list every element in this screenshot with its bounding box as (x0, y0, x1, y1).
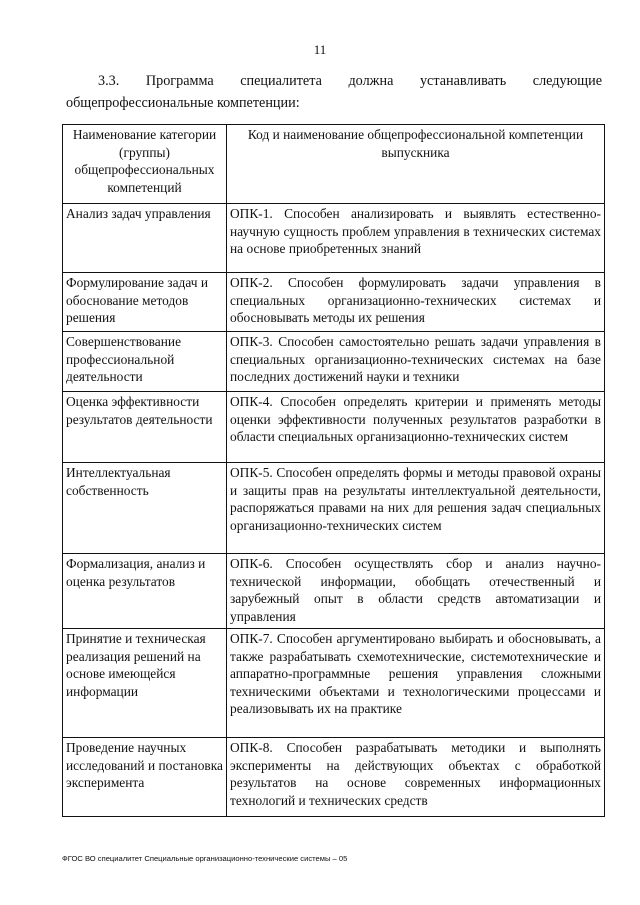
table-header-row (63, 125, 605, 204)
competence-table (62, 124, 605, 817)
competence-cell: ОПК-3. Способен самостоятельно решать задачи управления в специальных организационно-технических системах на базе последних достижений науки и техники (227, 332, 605, 392)
intro-word: должна (348, 73, 394, 89)
intro-paragraph (66, 70, 602, 114)
category-cell: Формализация, анализ и оценка результатов (63, 554, 227, 629)
table-row (63, 332, 605, 392)
competence-cell: ОПК-1. Способен анализировать и выявлять естественно-научную сущность проблем управления в технических системах на основе приобретенных знаний (227, 204, 605, 273)
category-cell: Анализ задач управления (63, 204, 227, 273)
intro-word: устанавливать (419, 73, 507, 89)
intro-word: следующие (532, 73, 602, 89)
table-row (63, 554, 605, 629)
competence-cell: ОПК-5. Способен определять формы и методы правовой охраны и защиты прав на результаты интеллектуальной деятельности, распоряжаться правами на них для решения задач специальных организационно-технических систем (227, 463, 605, 554)
competence-cell: ОПК-7. Способен аргументировано выбирать и обосновывать, а также разрабатывать схемотехнические, системотехнические и аппаратно-программные решения управления сложными техническими объектами и технологическими процессами и реализовывать их на практике (227, 629, 605, 738)
table-row (63, 204, 605, 273)
intro-word: специалитета (240, 73, 322, 89)
competence-cell: ОПК-2. Способен формулировать задачи управления в специальных организационно-технических системах и обосновывать методы их решения (227, 273, 605, 332)
competence-cell: ОПК-8. Способен разрабатывать методики и выполнять эксперименты на действующих объектах с обработкой результатов на основе современных информационных технологий и технических средств (227, 738, 605, 817)
intro-word: 3.3. (98, 73, 120, 89)
category-cell: Формулирование задач и обоснование методов решения (63, 273, 227, 332)
table-row (63, 392, 605, 463)
category-cell: Интеллектуальная собственность (63, 463, 227, 554)
competence-cell: ОПК-6. Способен осуществлять сбор и анализ научно-технической информации, обобщать отечественный и зарубежный опыт в области средств автоматизации и управления (227, 554, 605, 629)
competence-cell: ОПК-4. Способен определять критерии и применять методы оценки эффективности полученных результатов разработки в области специальных организационно-технических систем (227, 392, 605, 463)
category-cell: Проведение научных исследований и постановка эксперимента (63, 738, 227, 817)
header-competence: Код и наименование общепрофессиональной компетенции выпускника (227, 125, 605, 204)
category-cell: Совершенствование профессиональной деятельности (63, 332, 227, 392)
table-row (63, 738, 605, 817)
header-category: Наименование категории (группы) общепрофессиональных компетенций (63, 125, 227, 204)
page-footer: ФГОС ВО специалитет Специальные организационно-технические системы – 05 (62, 854, 348, 863)
table-row (63, 629, 605, 738)
category-cell: Принятие и техническая реализация решений на основе имеющейся информации (63, 629, 227, 738)
category-cell: Оценка эффективности результатов деятельности (63, 392, 227, 463)
table-row (63, 273, 605, 332)
intro-line-2: общепрофессиональные компетенции: (66, 95, 300, 111)
page-number: 11 (313, 42, 327, 57)
intro-line-1 (66, 70, 602, 92)
table-row (63, 463, 605, 554)
intro-word: Программа (145, 73, 214, 89)
